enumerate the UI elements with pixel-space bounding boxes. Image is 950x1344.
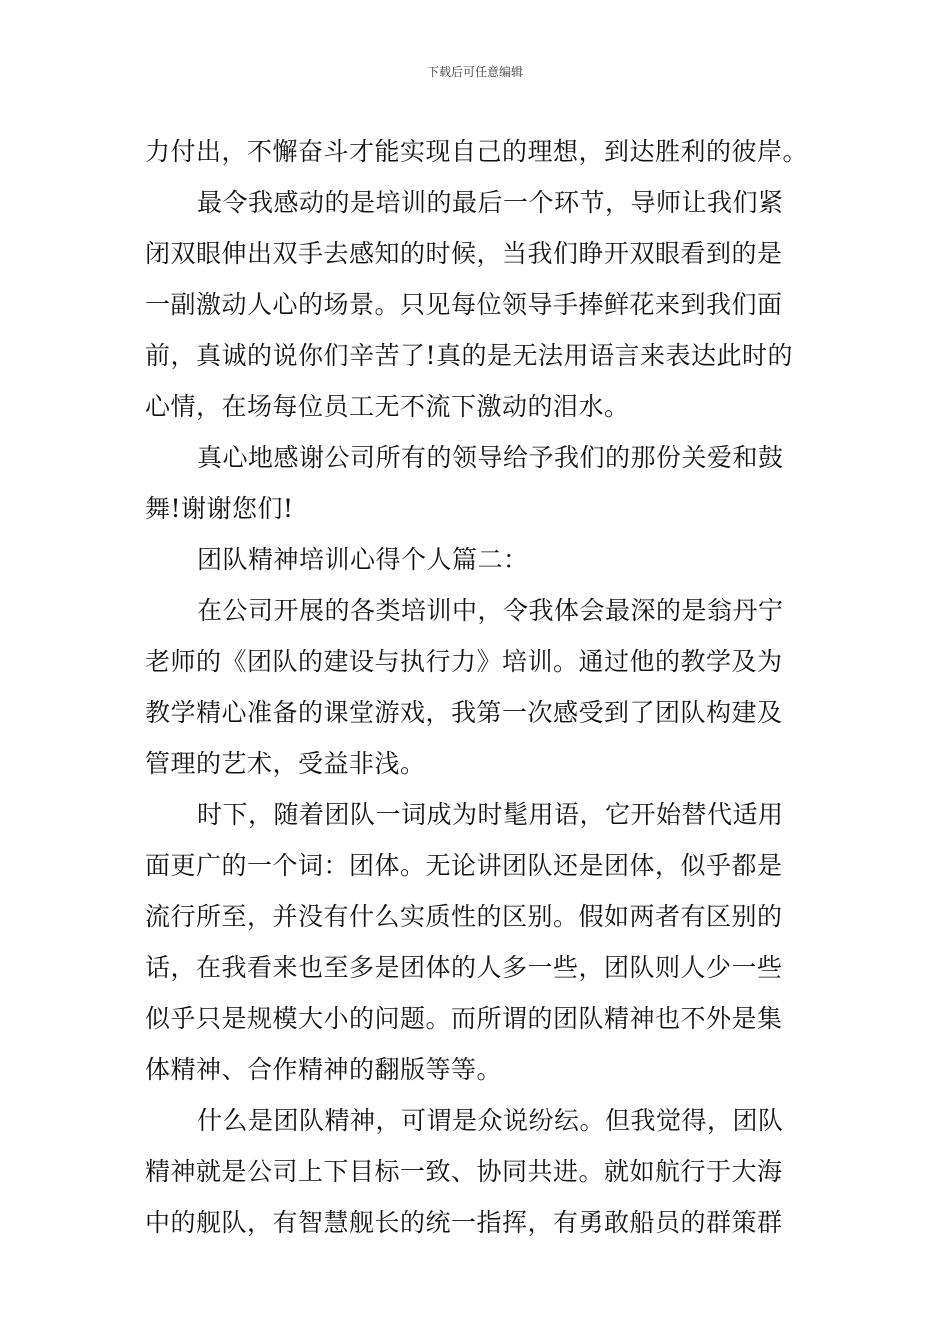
paragraph-start-line: 时下，随着团队一词成为时髦用语，它开始替代适用 — [197, 800, 784, 829]
paragraph-start-line: 真心地感谢公司所有的领导给予我们的那份关爱和鼓 — [197, 443, 784, 472]
text-line: 心情，在场每位员工无不流下激动的泪水。 — [145, 392, 630, 421]
section-heading: 团队精神培训心得个人篇二： — [197, 545, 529, 574]
text-line: 流行所至，并没有什么实质性的区别。假如两者有区别的 — [145, 902, 783, 931]
text-line: 一副激动人心的场景。只见每位领导手捧鲜花来到我们面 — [145, 290, 783, 319]
text-line: 话，在我看来也至多是团体的人多一些，团队则人少一些 — [145, 953, 783, 982]
paragraph-start-line: 在公司开展的各类培训中，令我体会最深的是翁丹宁 — [197, 596, 784, 625]
page-header: 下载后可任意编辑 — [426, 65, 523, 79]
text-line: 闭双眼伸出双手去感知的时候，当我们睁开双眼看到的是 — [145, 239, 783, 268]
text-line: 面更广的一个词：团体。无论讲团队还是团体，似乎都是 — [145, 851, 783, 880]
text-line: 力付出，不懈奋斗才能实现自己的理想，到达胜利的彼岸。 — [145, 137, 809, 166]
text-line: 教学精心准备的课堂游戏，我第一次感受到了团队构建及 — [145, 698, 783, 727]
text-line: 中的舰队，有智慧舰长的统一指挥，有勇敢船员的群策群 — [145, 1208, 783, 1237]
text-line: 管理的艺术，受益非浅。 — [145, 749, 426, 778]
text-line: 舞!谢谢您们! — [145, 494, 294, 523]
text-line: 精神就是公司上下目标一致、协同共进。就如航行于大海 — [145, 1157, 783, 1186]
text-line: 体精神、合作精神的翻版等等。 — [145, 1055, 503, 1084]
paragraph-start-line: 什么是团队精神，可谓是众说纷纭。但我觉得，团队 — [197, 1106, 784, 1135]
document-body — [145, 126, 807, 1248]
text-line: 前，真诚的说你们辛苦了!真的是无法用语言来表达此时的 — [145, 341, 794, 370]
paragraph-start-line: 最令我感动的是培训的最后一个环节，导师让我们紧 — [197, 188, 784, 217]
text-line: 老师的《团队的建设与执行力》培训。通过他的教学及为 — [145, 647, 783, 676]
text-line: 似乎只是规模大小的问题。而所谓的团队精神也不外是集 — [145, 1004, 783, 1033]
